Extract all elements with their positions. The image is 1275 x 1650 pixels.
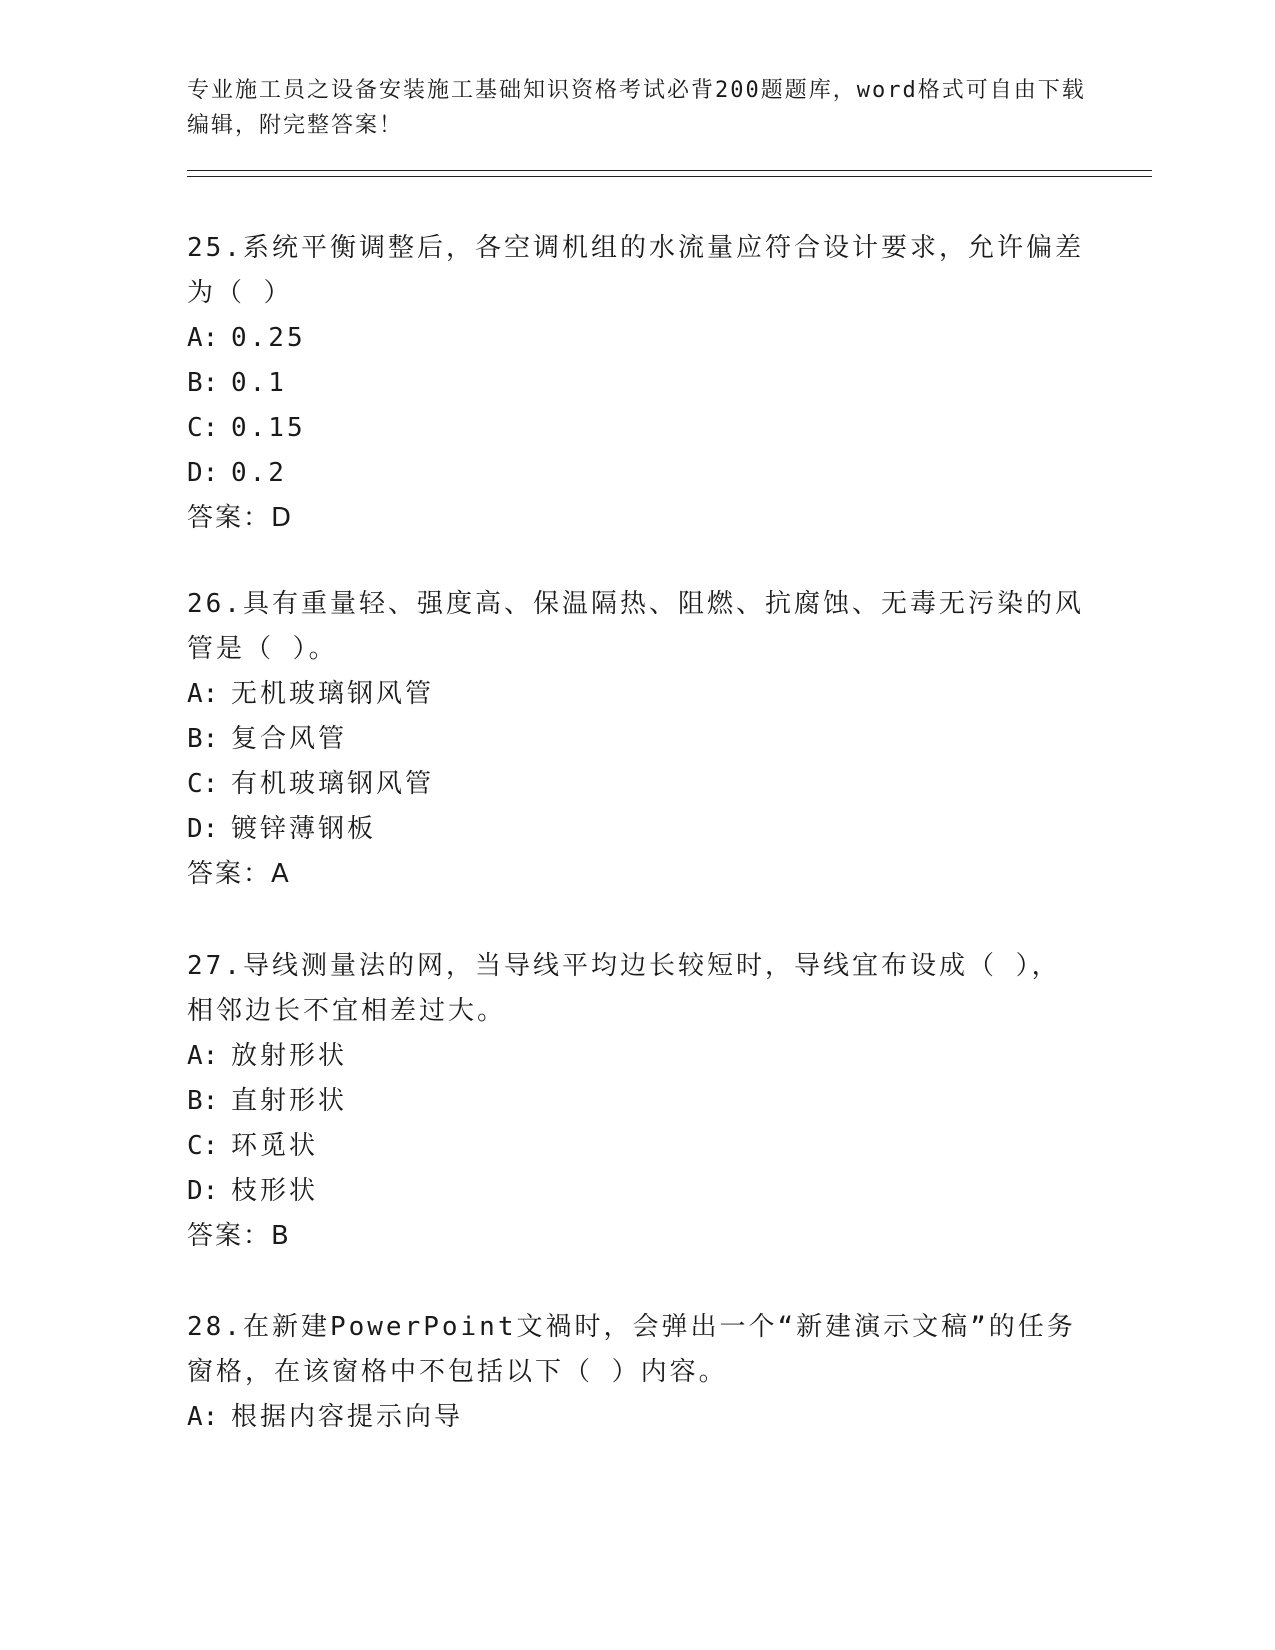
option-letter: C:: [187, 769, 219, 799]
question-26: [187, 582, 1087, 897]
question-stem: 27.导线测量法的网，当导线平均边长较短时，导线宜布设成（ ），相邻边长不宜相差过大。: [187, 951, 1061, 1026]
question-stem: 25.系统平衡调整后，各空调机组的水流量应符合设计要求，允许偏差为（ ）: [187, 233, 1084, 308]
option-a: [187, 1395, 1087, 1440]
option-letter: A:: [187, 679, 219, 709]
question-27: [187, 944, 1087, 1259]
answer-line: 答案：B: [187, 1221, 291, 1251]
option-d: [187, 807, 1087, 852]
option-text: 有机玻璃钢风管: [231, 769, 435, 799]
option-letter: A:: [187, 1041, 219, 1071]
option-letter: D:: [187, 1176, 219, 1206]
option-letter: C:: [187, 1131, 219, 1161]
option-a: [187, 672, 1087, 717]
option-text: 0.15: [231, 413, 306, 443]
question-stem: 26.具有重量轻、强度高、保温隔热、阻燃、抗腐蚀、无毒无污染的风管是（ ）。: [187, 589, 1084, 664]
option-c: [187, 1124, 1087, 1169]
option-letter: A:: [187, 1402, 219, 1432]
question-25: [187, 226, 1087, 541]
answer-line: 答案：D: [187, 503, 294, 533]
question-28: [187, 1305, 1087, 1440]
option-c: [187, 762, 1087, 807]
option-text: 放射形状: [231, 1041, 348, 1071]
option-text: 无机玻璃钢风管: [231, 679, 435, 709]
header-divider-top: [187, 170, 1152, 171]
option-text: 0.25: [231, 323, 306, 353]
header-divider-bottom: [187, 176, 1152, 177]
option-text: 0.1: [231, 368, 287, 398]
option-text: 环觅状: [231, 1131, 319, 1161]
answer-line: 答案：A: [187, 859, 291, 889]
document-header: 专业施工员之设备安装施工基础知识资格考试必背200题题库，word格式可自由下载编辑，附完整答案！: [187, 78, 1086, 138]
option-a: [187, 316, 1087, 361]
option-c: [187, 406, 1087, 451]
option-letter: B:: [187, 724, 219, 754]
option-b: [187, 361, 1087, 406]
option-b: [187, 717, 1087, 762]
option-text: 直射形状: [231, 1086, 348, 1116]
option-text: 0.2: [231, 458, 287, 488]
option-text: 根据内容提示向导: [231, 1402, 464, 1432]
option-letter: B:: [187, 368, 219, 398]
option-letter: C:: [187, 413, 219, 443]
option-letter: A:: [187, 323, 219, 353]
option-b: [187, 1079, 1087, 1124]
question-stem: 28.在新建PowerPoint文禍时，会弹出一个“新建演示文稿”的任务窗格，在该窗格中不包括以下（ ）内容。: [187, 1312, 1076, 1387]
option-text: 镀锌薄钢板: [231, 814, 377, 844]
option-letter: D:: [187, 814, 219, 844]
option-text: 枝形状: [231, 1176, 319, 1206]
option-letter: B:: [187, 1086, 219, 1116]
option-d: [187, 451, 1087, 496]
option-d: [187, 1169, 1087, 1214]
option-letter: D:: [187, 458, 219, 488]
option-text: 复合风管: [231, 724, 348, 754]
option-a: [187, 1034, 1087, 1079]
